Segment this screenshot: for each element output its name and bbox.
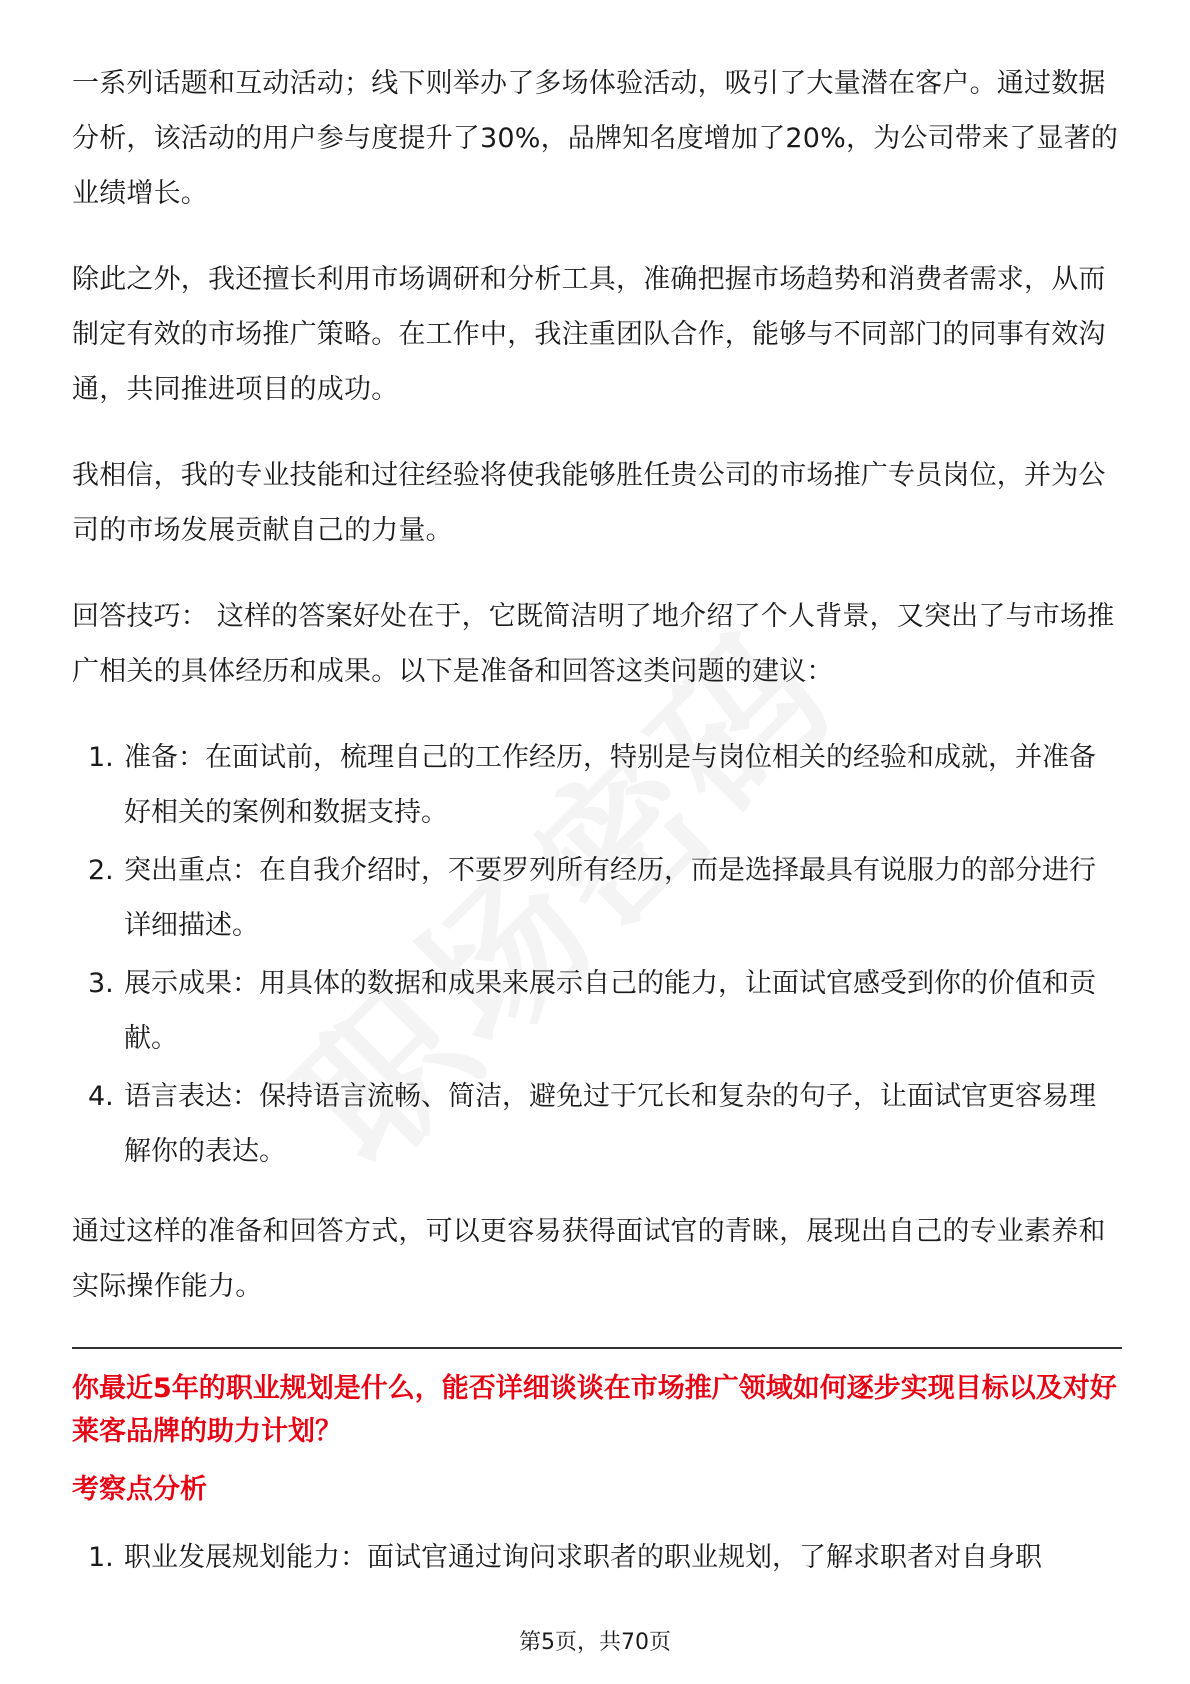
paragraph-activity-results: 一系列话题和互动活动；线下则举办了多场体验活动，吸引了大量潜在客户。通过数据分析，该活动的用户参与度提升了30%，品牌知名度增加了20%，为公司带来了显著的业绩增长。	[72, 68, 1119, 209]
list-number: 2.	[88, 855, 114, 886]
analysis-heading: 考察点分析	[72, 1474, 207, 1505]
page-number-footer: 第5页，共70页	[519, 1630, 671, 1655]
list-number: 4.	[88, 1081, 114, 1112]
list-item	[72, 1530, 1122, 1585]
list-number: 3.	[88, 968, 114, 999]
list-item-text: 语言表达：保持语言流畅、简洁，避免过于冗长和复杂的句子，让面试官更容易理解你的表达。	[124, 1081, 1096, 1167]
list-item-text: 展示成果：用具体的数据和成果来展示自己的能力，让面试官感受到你的价值和贡献。	[124, 968, 1096, 1054]
list-number: 1.	[88, 742, 114, 773]
list-item-text: 准备：在面试前，梳理自己的工作经历，特别是与岗位相关的经验和成就，并准备好相关的案例和数据支持。	[124, 742, 1096, 828]
paragraph-answer-tips: 回答技巧： 这样的答案好处在于，它既简洁明了地介绍了个人背景，又突出了与市场推广相关的具体经历和成果。以下是准备和回答这类问题的建议：	[72, 601, 1115, 687]
paragraph-skills: 除此之外，我还擅长利用市场调研和分析工具，准确把握市场趋势和消费者需求，从而制定有效的市场推广策略。在工作中，我注重团队合作，能够与不同部门的同事有效沟通，共同推进项目的成功。	[72, 264, 1106, 405]
paragraph-closing: 通过这样的准备和回答方式，可以更容易获得面试官的青睐，展现出自己的专业素养和实际操作能力。	[72, 1216, 1106, 1302]
interview-question: 你最近5年的职业规划是什么，能否详细谈谈在市场推广领域如何逐步实现目标以及对好莱客品牌的助力计划？	[72, 1373, 1117, 1447]
document-page	[72, 56, 1122, 1610]
section-divider	[72, 1347, 1122, 1349]
paragraph-confidence: 我相信，我的专业技能和过往经验将使我能够胜任贵公司的市场推广专员岗位，并为公司的市场发展贡献自己的力量。	[72, 460, 1106, 546]
list-item-text: 突出重点：在自我介绍时，不要罗列所有经历，而是选择最具有说服力的部分进行详细描述。	[124, 855, 1096, 941]
list-item	[72, 730, 1122, 840]
list-item	[72, 1069, 1122, 1179]
list-item-text: 职业发展规划能力：面试官通过询问求职者的职业规划，了解求职者对自身职	[124, 1542, 1042, 1573]
analysis-list	[72, 1530, 1122, 1585]
tips-list	[72, 730, 1122, 1179]
list-item	[72, 843, 1122, 953]
list-number: 1.	[88, 1542, 114, 1573]
list-item	[72, 956, 1122, 1066]
